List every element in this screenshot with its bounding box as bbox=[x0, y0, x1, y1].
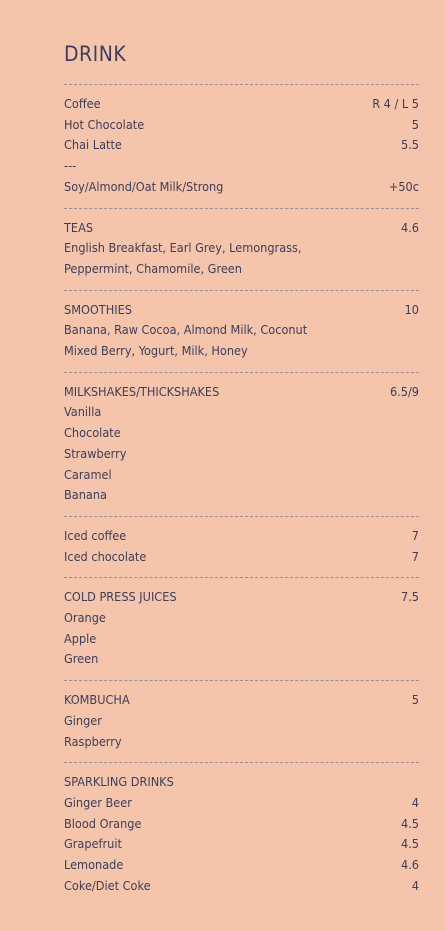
menu-item bbox=[64, 177, 419, 198]
page-title: DRINK bbox=[64, 42, 127, 66]
menu-item bbox=[64, 135, 419, 156]
menu-item-name: Vanilla bbox=[64, 404, 102, 420]
menu-item-name: Banana bbox=[64, 487, 107, 503]
menu-item-name: Coffee bbox=[64, 96, 101, 111]
menu-item bbox=[64, 444, 419, 465]
menu-section bbox=[64, 372, 419, 516]
menu-item bbox=[64, 341, 419, 362]
menu-item-name: Iced chocolate bbox=[64, 548, 147, 564]
menu-item bbox=[64, 855, 419, 876]
menu-section bbox=[64, 208, 419, 290]
menu-section bbox=[64, 762, 419, 906]
menu-item bbox=[64, 300, 419, 321]
menu-item-name: Banana, Raw Cocoa, Almond Milk, Coconut bbox=[64, 322, 308, 338]
menu-item-price: 4.6 bbox=[400, 219, 419, 235]
menu-item bbox=[64, 690, 419, 711]
menu-item bbox=[64, 629, 419, 650]
menu-item-name: Coke/Diet Coke bbox=[64, 877, 151, 893]
menu-item-name: Orange bbox=[64, 610, 106, 626]
menu-item-name: Apple bbox=[64, 630, 97, 646]
drink-menu bbox=[64, 40, 419, 907]
menu-item bbox=[64, 732, 419, 753]
menu-item-price: 5 bbox=[411, 116, 419, 132]
menu-section bbox=[64, 290, 419, 372]
menu-item bbox=[64, 94, 419, 115]
menu-item-price: 4.5 bbox=[400, 836, 419, 852]
menu-section bbox=[64, 84, 419, 208]
menu-item-name: Peppermint, Chamomile, Green bbox=[64, 260, 242, 276]
menu-item bbox=[64, 238, 419, 259]
menu-item bbox=[64, 423, 419, 444]
menu-item bbox=[64, 793, 419, 814]
menu-section bbox=[64, 516, 419, 577]
menu-item-price: 5 bbox=[411, 692, 419, 708]
menu-item bbox=[64, 587, 419, 608]
menu-item-name: TEAS bbox=[64, 219, 94, 235]
menu-item bbox=[64, 547, 419, 568]
menu-item bbox=[64, 402, 419, 423]
menu-item bbox=[64, 115, 419, 136]
menu-item bbox=[64, 320, 419, 341]
menu-item-name: Ginger bbox=[64, 712, 102, 728]
menu-item-price: R 4 / L 5 bbox=[372, 96, 419, 111]
menu-item-name: Ginger Beer bbox=[64, 794, 132, 810]
menu-section bbox=[64, 577, 419, 680]
menu-item bbox=[64, 526, 419, 547]
menu-item bbox=[64, 485, 419, 506]
menu-item bbox=[64, 259, 419, 280]
menu-item bbox=[64, 465, 419, 486]
menu-item-name: Blood Orange bbox=[64, 815, 142, 831]
menu-item bbox=[64, 772, 419, 793]
menu-item-price: 7.5 bbox=[400, 589, 419, 605]
menu-item-price: 6.5/9 bbox=[389, 383, 419, 399]
menu-item-name: Raspberry bbox=[64, 733, 122, 749]
menu-item-name: Hot Chocolate bbox=[64, 116, 145, 132]
menu-item-name: KOMBUCHA bbox=[64, 692, 130, 708]
menu-item-name: SPARKLING DRINKS bbox=[64, 774, 174, 790]
menu-item-name: Mixed Berry, Yogurt, Milk, Honey bbox=[64, 343, 248, 359]
menu-item-name: SMOOTHIES bbox=[64, 301, 132, 317]
menu-item-name: Grapefruit bbox=[64, 836, 122, 852]
menu-item-price: +50c bbox=[388, 178, 419, 194]
menu-item-name: --- bbox=[64, 158, 77, 174]
menu-item-name: Green bbox=[64, 651, 99, 667]
menu-section bbox=[64, 680, 419, 762]
menu-item bbox=[64, 814, 419, 835]
menu-item-price: 4 bbox=[411, 877, 419, 893]
menu-item bbox=[64, 834, 419, 855]
menu-item-price: 4 bbox=[411, 794, 419, 810]
menu-item bbox=[64, 382, 419, 403]
menu-item bbox=[64, 876, 419, 897]
menu-item bbox=[64, 649, 419, 670]
menu-item-price: 4.5 bbox=[400, 815, 419, 831]
menu-item-name: Strawberry bbox=[64, 445, 127, 461]
menu-item-price: 7 bbox=[411, 527, 419, 543]
menu-item bbox=[64, 711, 419, 732]
menu-item-name: Lemonade bbox=[64, 857, 124, 873]
menu-item-name: Soy/Almond/Oat Milk/Strong bbox=[64, 178, 224, 194]
menu-item-name: Iced coffee bbox=[64, 527, 127, 543]
menu-item-name: Caramel bbox=[64, 466, 112, 482]
menu-item-price: 7 bbox=[411, 548, 419, 564]
menu-item-price: 5.5 bbox=[400, 137, 419, 153]
menu-item-name: English Breakfast, Earl Grey, Lemongrass, bbox=[64, 240, 302, 256]
menu-item bbox=[64, 218, 419, 239]
menu-sections bbox=[64, 84, 419, 907]
menu-item bbox=[64, 156, 419, 177]
menu-item-price: 10 bbox=[404, 301, 419, 317]
menu-item-name: MILKSHAKES/THICKSHAKES bbox=[64, 383, 220, 399]
menu-item-name: Chai Latte bbox=[64, 137, 122, 153]
menu-item-name: Chocolate bbox=[64, 425, 121, 441]
menu-item-name: COLD PRESS JUICES bbox=[64, 589, 177, 605]
menu-item bbox=[64, 608, 419, 629]
menu-item-price: 4.6 bbox=[400, 857, 419, 873]
